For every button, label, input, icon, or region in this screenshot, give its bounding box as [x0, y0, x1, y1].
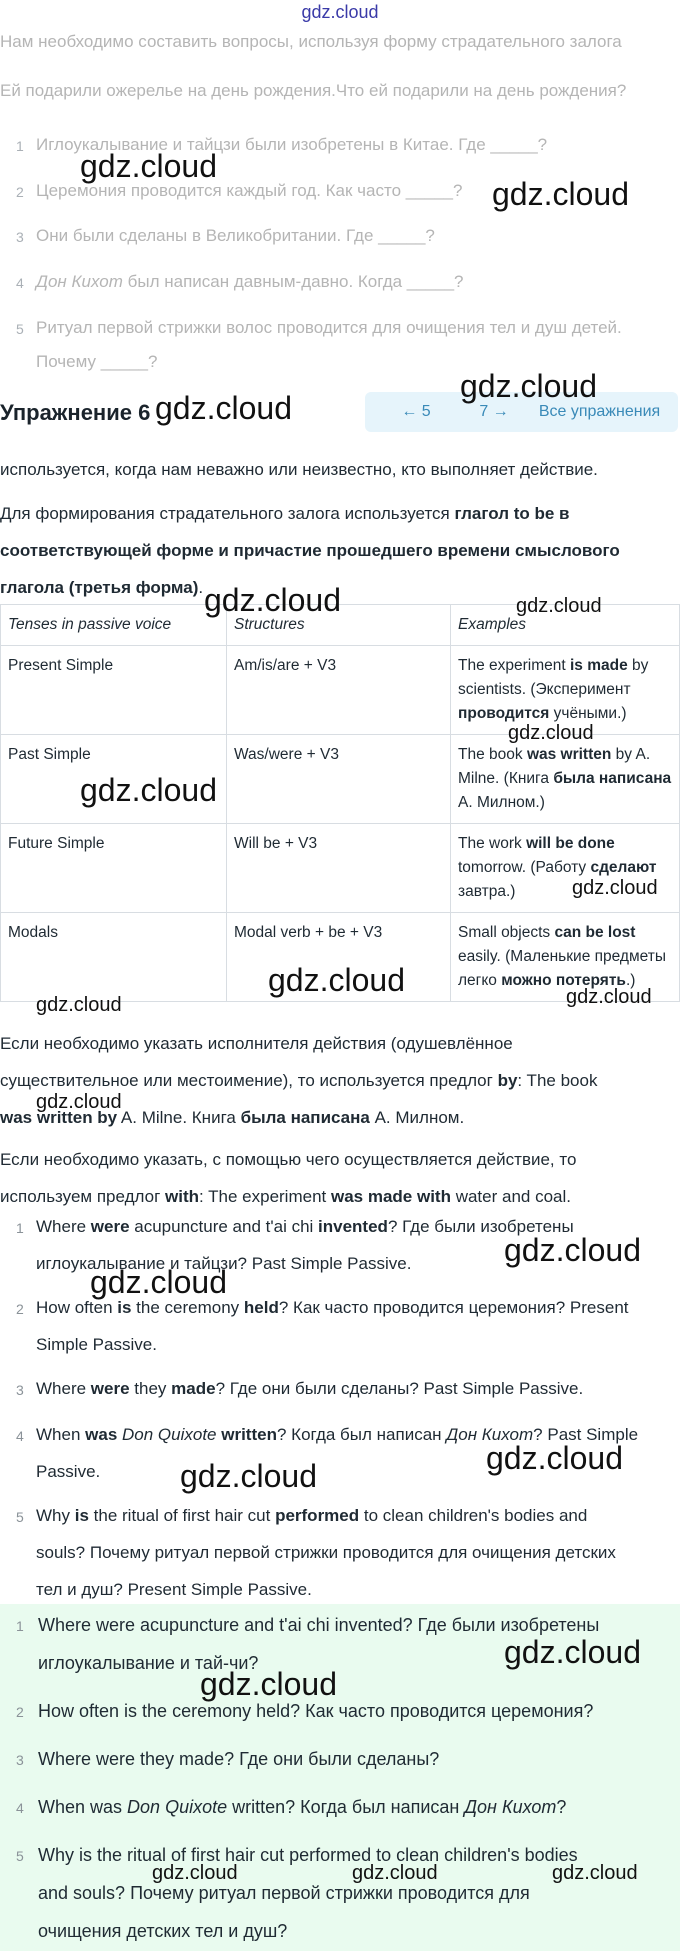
by-paragraph: Если необходимо указать исполнителя действия (одушевлённое существительное или местоимение), то используется предлог by: The book was written by A. Milne. Книга была написана А. Милном. — [0, 1034, 598, 1127]
watermark: gdz.cloud — [152, 1862, 238, 1884]
green-answer-1: Where were acupuncture and t'ai chi invented? Где были изобретены иглоукалывание и тай-чи? — [38, 1615, 600, 1673]
task-item-3: Они были сделаны в Великобритании. Где _____? — [36, 226, 435, 245]
task-item-4-italic: Дон Кихот — [36, 272, 123, 291]
tense-cell: Past Simple — [1, 735, 227, 824]
answer-num-5: 5 — [16, 1509, 24, 1525]
watermark: gdz.cloud — [90, 1264, 227, 1300]
structure-cell: Was/were + V3 — [227, 735, 451, 824]
green-num-3: 3 — [16, 1752, 24, 1768]
header-examples: Examples — [451, 605, 680, 646]
green-answer-4: When was Don Quixote written? Когда был написан Дон Кихот? — [38, 1797, 567, 1817]
watermark: gdz.cloud — [352, 1862, 438, 1884]
answer-2: How often is the ceremony held? Как часто проводится церемония? Present Simple Passive. — [36, 1298, 629, 1354]
task-num-1: 1 — [16, 138, 24, 154]
task-item-4-text: был написан давным-давно. Когда _____? — [122, 272, 464, 291]
with-paragraph: Если необходимо указать, с помощью чего осуществляется действие, то используем предлог with: The experiment was made with water and coal. — [0, 1150, 577, 1206]
task-num-2: 2 — [16, 184, 24, 200]
task-item-5-cont: Почему _____? — [36, 352, 158, 371]
example-cell: The work will be done tomorrow. (Работу сделают завтра.) — [451, 824, 680, 913]
task-item-1: Иглоукалывание и тайцзи были изобретены в Китае. Где _____? — [36, 135, 548, 154]
example-cell: The book was written by A. Milne. (Книга была написана А. Милном.) — [451, 735, 680, 824]
tense-cell: Present Simple — [1, 646, 227, 735]
watermark: gdz.cloud — [566, 986, 652, 1008]
example-cell: The experiment is made by scientists. (Эксперимент проводится учёными.) — [451, 646, 680, 735]
theory-p2-a: Для формирования страдательного залога используется — [0, 504, 455, 523]
watermark: gdz.cloud — [492, 176, 629, 212]
structure-cell: Am/is/are + V3 — [227, 646, 451, 735]
header-tense: Tenses in passive voice — [1, 605, 227, 646]
answer-3: Where were they made? Где они были сделаны? Past Simple Passive. — [36, 1379, 584, 1398]
answer-1: Where were acupuncture and t'ai chi invented? Где были изобретены иглоукалывание и тайцзи? Past Simple Passive. — [36, 1217, 574, 1273]
watermark: gdz.cloud — [516, 595, 602, 617]
green-num-4: 4 — [16, 1800, 24, 1816]
watermark: gdz.cloud — [508, 722, 594, 744]
answer-num-2: 2 — [16, 1301, 24, 1317]
example-cell: Small objects can be lost easily. (Маленькие предметы легко можно потерять.) — [451, 913, 680, 1002]
answer-num-3: 3 — [16, 1382, 24, 1398]
task-num-3: 3 — [16, 229, 24, 245]
task-example: Ей подарили ожерелье на день рождения.Что ей подарили на день рождения? — [0, 81, 627, 100]
watermark: gdz.cloud — [460, 368, 597, 404]
task-item-5: Ритуал первой стрижки волос проводится для очищения тел и душ детей. — [36, 318, 622, 337]
header-structure: Structures — [227, 605, 451, 646]
structure-cell: Will be + V3 — [227, 824, 451, 913]
green-num-5: 5 — [16, 1848, 24, 1864]
theory-p2-d: глагола (третья форма) — [0, 578, 199, 597]
watermark: gdz.cloud — [486, 1440, 623, 1476]
answer-num-1: 1 — [16, 1220, 24, 1236]
prev-exercise-button[interactable]: ← 5 — [365, 392, 467, 432]
watermark: gdz.cloud — [80, 148, 217, 184]
all-exercises-button[interactable]: Все упражнения — [521, 392, 678, 432]
watermark: gdz.cloud — [80, 772, 217, 808]
task-item-2: Церемония проводится каждый год. Как часто _____? — [36, 181, 463, 200]
watermark: gdz.cloud — [155, 390, 292, 426]
watermark: gdz.cloud — [36, 994, 122, 1016]
watermark: gdz.cloud — [204, 582, 341, 618]
theory-p2-b: глагол to be в — [454, 504, 570, 523]
green-answer-2: How often is the ceremony held? Как часто проводится церемония? — [38, 1701, 594, 1721]
answer-4: When was Don Quixote written? Когда был написан Дон Кихот? Past Simple Passive. — [36, 1425, 639, 1481]
green-answer-5: Why is the ritual of first hair cut performed to clean children's bodies and souls? Почему ритуал первой стрижки проводится для очищения детских тел и душ? — [38, 1845, 578, 1941]
theory-p2-e: . — [198, 578, 204, 597]
task-intro: Нам необходимо составить вопросы, используя форму страдательного залога — [0, 32, 622, 51]
watermark: gdz.cloud — [36, 1091, 122, 1113]
tense-cell: Future Simple — [1, 824, 227, 913]
green-num-2: 2 — [16, 1704, 24, 1720]
theory-p2-c: соответствующей форме и причастие прошедшего времени смыслового — [0, 541, 620, 560]
task-num-5: 5 — [16, 321, 24, 337]
watermark: gdz.cloud — [504, 1634, 641, 1670]
structure-cell: Modal verb + be + V3 — [227, 913, 451, 1002]
watermark: gdz.cloud — [200, 1666, 337, 1702]
watermark: gdz.cloud — [180, 1458, 317, 1494]
exercise-title: Упражнение 6 — [0, 400, 151, 425]
watermark: gdz.cloud — [552, 1862, 638, 1884]
watermark: gdz.cloud — [504, 1232, 641, 1268]
task-item-4 — [36, 271, 464, 293]
answer-num-4: 4 — [16, 1428, 24, 1444]
answer-5: Why is the ritual of first hair cut performed to clean children's bodies and souls? Почему ритуал первой стрижки проводится для очищения детских тел и душ? Present Simple Passive. — [36, 1506, 616, 1599]
watermark: gdz.cloud — [572, 877, 658, 899]
tense-cell: Modals — [1, 913, 227, 1002]
watermark: gdz.cloud — [268, 962, 405, 998]
task-num-4: 4 — [16, 275, 24, 291]
top-watermark: gdz.cloud — [301, 2, 379, 22]
green-num-1: 1 — [16, 1618, 24, 1634]
next-exercise-button[interactable]: 7 → — [443, 392, 545, 432]
theory-p1: используется, когда нам неважно или неизвестно, кто выполняет действие. — [0, 460, 598, 479]
green-answer-3: Where were they made? Где они были сделаны? — [38, 1749, 440, 1769]
